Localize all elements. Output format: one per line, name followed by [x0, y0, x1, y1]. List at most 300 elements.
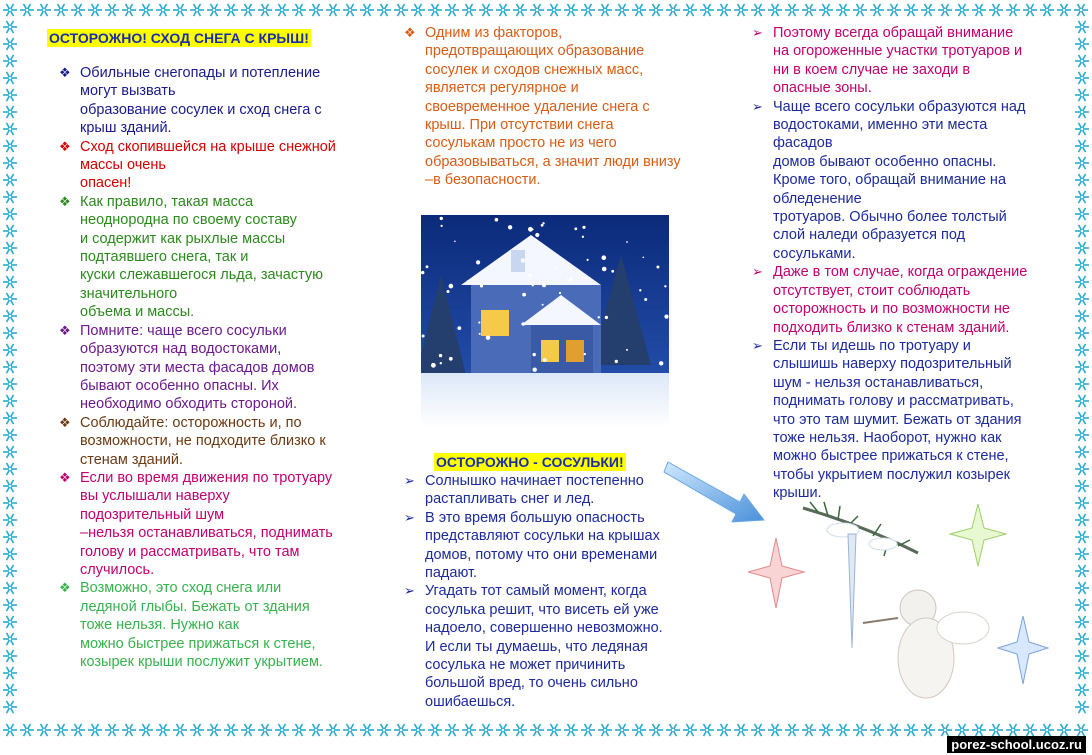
snowflake-icon: [3, 531, 17, 543]
snowflake-icon: [3, 395, 17, 407]
text-line: объема и массы.: [80, 304, 195, 321]
text-line: отсутствует, стоит соблюдать: [773, 282, 971, 299]
snowflake-icon: [904, 4, 918, 16]
snowflake-icon: [768, 4, 782, 16]
snowflake-icon: [258, 724, 272, 736]
text-line: домов бывают особенно опасны.: [773, 153, 997, 170]
snowflake-icon: [411, 724, 425, 736]
snowflake-icon: [700, 724, 714, 736]
snowflake-icon: [666, 724, 680, 736]
snowflake-icon: [530, 724, 544, 736]
snowflake-icon: [3, 310, 17, 322]
snowflake-icon: [632, 724, 646, 736]
diamond-bullet-icon: ❖: [59, 322, 71, 338]
snowflake-icon: [1075, 72, 1089, 84]
snowflake-icon: [3, 106, 17, 118]
text-line: образовываться, а значит люди внизу: [425, 153, 681, 170]
snowflake-icon: [887, 724, 901, 736]
snowflake-icon: [1075, 225, 1089, 237]
title-icicles: ОСТОРОЖНО - СОСУЛЬКИ!: [436, 454, 624, 470]
snowflake-icon: [3, 89, 17, 101]
text-line: фасадов: [773, 135, 833, 152]
text-line: И если ты думаешь, что ледяная: [425, 638, 648, 655]
snowflake-icon: [207, 724, 221, 736]
snowflake-icon: [3, 565, 17, 577]
snowflake-icon: [428, 4, 442, 16]
snowflake-icon: [513, 4, 527, 16]
snowflake-icon: [190, 4, 204, 16]
snowflake-icon: [1074, 724, 1088, 736]
text-line: значительного: [80, 285, 178, 302]
snowflake-icon: [224, 4, 238, 16]
snowflake-icon: [870, 724, 884, 736]
column-middle-top: [400, 24, 720, 190]
snowflake-icon: [20, 724, 34, 736]
text-line: массы очень: [80, 157, 166, 174]
text-line: крыш зданий.: [80, 120, 172, 137]
snowflake-icon: [3, 480, 17, 492]
snowflake-icon: [734, 724, 748, 736]
snowflake-icon: [292, 724, 306, 736]
snowflake-icon: [3, 191, 17, 203]
snowflake-icon: [1075, 55, 1089, 67]
list-item: [400, 24, 720, 190]
arrow-bullet-icon: ➢: [752, 98, 763, 114]
snowflake-icon: [190, 724, 204, 736]
snowflake-icon: [445, 4, 459, 16]
snowflake-icon: [989, 724, 1003, 736]
snowflake-icon: [275, 4, 289, 16]
text-line: Обильные снегопады и потепление: [80, 65, 321, 81]
snowflake-icon: [836, 4, 850, 16]
snowflake-icon: [1075, 242, 1089, 254]
text-line: ни в коем случае не заходи в: [773, 61, 971, 78]
text-line: можно быстрее прижаться к стене,: [773, 448, 1009, 465]
snowflake-icon: [3, 378, 17, 390]
snowflake-icon: [88, 724, 102, 736]
snowflake-icon: [564, 4, 578, 16]
text-line: на огороженные участки тротуаров и: [773, 43, 1023, 60]
snowflake-icon: [700, 4, 714, 16]
snowflake-icon: [3, 242, 17, 254]
snowflake-icon: [3, 276, 17, 288]
snowflake-icon: [802, 4, 816, 16]
text-line: козырек крыши послужит укрытием.: [80, 654, 323, 670]
text-line: Даже в том случае, когда ограждение: [773, 264, 1028, 281]
snowflake-icon: [3, 412, 17, 424]
diamond-bullet-icon: ❖: [59, 414, 71, 430]
text-line: крыши.: [773, 485, 822, 502]
snowflake-icon: [3, 429, 17, 441]
text-line: своевременное удаление снега с: [425, 98, 650, 115]
snowflake-icon: [734, 4, 748, 16]
snowflake-icon: [258, 4, 272, 16]
diamond-bullet-icon: ❖: [404, 25, 416, 40]
snowflake-icon: [1075, 140, 1089, 152]
diamond-bullet-icon: ❖: [59, 138, 71, 154]
snowflake-icon: [802, 724, 816, 736]
snowflake-icon: [955, 724, 969, 736]
text-line: вы услышали наверху: [80, 488, 230, 505]
text-line: крыш. При отсутствии снега: [425, 117, 614, 134]
snowflake-icon: [1023, 4, 1037, 16]
text-line: –нельзя останавливаться, поднимать: [80, 525, 333, 542]
snowflake-icon: [105, 724, 119, 736]
snowflake-icon: [3, 514, 17, 526]
text-line: Как правило, такая масса: [80, 193, 254, 210]
text-line: водостоками, именно эти места: [773, 117, 988, 134]
text-line: шум - нельзя останавливаться,: [773, 374, 984, 391]
snowflake-icon: [462, 724, 476, 736]
snowflake-icon: [819, 4, 833, 16]
text-line: неоднородна по своему составу: [80, 212, 297, 229]
arrow-bullet-icon: ➢: [404, 473, 415, 488]
snowflake-icon: [1075, 293, 1089, 305]
snowflake-icon: [1075, 344, 1089, 356]
snowflake-icon: [207, 4, 221, 16]
text-line: тоже нельзя. Нужно как: [80, 617, 240, 634]
snowflake-icon: [479, 724, 493, 736]
snowflake-icon: [3, 701, 17, 713]
snowflake-icon: [3, 293, 17, 305]
text-line: –в безопасности.: [425, 172, 541, 189]
snowflake-icon: [615, 4, 629, 16]
snowflake-icon: [479, 4, 493, 16]
list-right: [748, 24, 1073, 503]
diamond-bullet-icon: ❖: [59, 193, 71, 209]
snow-fairy-picture: [748, 498, 1078, 720]
text-line: слой наледи образуется под: [773, 227, 966, 244]
snowflake-icon: [1023, 724, 1037, 736]
snowflake-icon: [360, 724, 374, 736]
text-line: ледяной глыбы. Бежать от здания: [80, 598, 310, 615]
snowflake-icon: [972, 4, 986, 16]
snowflake-icon: [1075, 191, 1089, 203]
snowflake-icon: [1075, 123, 1089, 135]
snowflake-icon: [717, 4, 731, 16]
column-right: [748, 24, 1073, 503]
snowflake-icon: [1075, 361, 1089, 373]
watermark: porez-school.ucoz.ru: [947, 736, 1086, 753]
text-line: слышишь наверху подозрительный: [773, 356, 1012, 373]
snowflake-icon: [3, 72, 17, 84]
snowflake-icon: [88, 4, 102, 16]
arrow-bullet-icon: ➢: [752, 25, 763, 40]
snowflake-icon: [921, 4, 935, 16]
text-line: образование сосулек и сход снега с: [80, 101, 322, 118]
title-snow-fall: ОСТОРОЖНО! СХОД СНЕГА С КРЫШ!: [49, 30, 309, 46]
text-line: и содержит как рыхлые массы: [80, 230, 286, 247]
snowflake-icon: [751, 724, 765, 736]
text-line: представляют сосульки на крышах: [425, 528, 660, 545]
snowflake-icon: [3, 724, 17, 736]
snowflake-icon: [343, 4, 357, 16]
snowflake-icon: [3, 327, 17, 339]
snowflake-icon: [1075, 276, 1089, 288]
snowflake-icon: [1075, 480, 1089, 492]
snowflake-icon: [3, 616, 17, 628]
diamond-bullet-icon: ❖: [59, 469, 71, 485]
text-line: сосульками.: [773, 245, 856, 262]
snowflake-icon: [173, 724, 187, 736]
snowflake-icon: [37, 4, 51, 16]
snowflake-icon: [513, 724, 527, 736]
snowflake-icon: [3, 344, 17, 356]
snowflake-icon: [1075, 463, 1089, 475]
snowflake-icon: [3, 684, 17, 696]
snowflake-icon: [3, 55, 17, 67]
snowflake-icon: [3, 225, 17, 237]
list-item: [748, 98, 1073, 264]
snowflake-icon: [241, 724, 255, 736]
snowflake-icon: [3, 157, 17, 169]
text-line: тротуаров. Обычно более толстый: [773, 209, 1007, 226]
snowflake-icon: [3, 259, 17, 271]
text-line: является регулярное и: [425, 80, 579, 97]
list-item: [55, 193, 390, 322]
snowflake-icon: [3, 38, 17, 50]
text-line: обледенение: [773, 190, 862, 207]
snowflake-icon: [598, 724, 612, 736]
snowflake-icon: [122, 4, 136, 16]
snowflake-icon: [1040, 4, 1054, 16]
snowflake-icon: [598, 4, 612, 16]
snowflake-icon: [105, 4, 119, 16]
text-line: случилось.: [80, 561, 155, 578]
snowflake-icon: [3, 599, 17, 611]
snowflake-icon: [139, 724, 153, 736]
snowflake-icon: [394, 724, 408, 736]
text-line: можно быстрее прижаться к стене,: [80, 635, 316, 652]
text-line: Сход скопившейся на крыше снежной: [80, 138, 336, 155]
text-line: поднимать голову и рассматривать,: [773, 393, 1014, 410]
text-line: Если во время движения по тротуару: [80, 469, 333, 486]
snowflake-icon: [394, 4, 408, 16]
snowflake-icon: [3, 361, 17, 373]
text-line: поэтому эти места фасадов домов: [80, 359, 315, 376]
snowflake-icon: [853, 4, 867, 16]
snowflake-icon: [173, 4, 187, 16]
snowflake-icon: [3, 140, 17, 152]
snowflake-icon: [989, 4, 1003, 16]
text-line: Соблюдайте: осторожность и, по: [80, 414, 302, 431]
snowflake-icon: [751, 4, 765, 16]
snowflake-icon: [768, 724, 782, 736]
snowflake-icon: [3, 446, 17, 458]
arrow-bullet-icon: ➢: [404, 509, 415, 525]
text-line: В это время большую опасность: [425, 509, 645, 526]
snowflake-icon: [326, 4, 340, 16]
snowflake-icon: [632, 4, 646, 16]
text-line: Поэтому всегда обращай внимание: [773, 25, 1014, 41]
list-item: [55, 64, 390, 138]
snowflake-icon: [870, 4, 884, 16]
text-line: осторожность и по возможности не: [773, 301, 1010, 318]
text-line: опасные зоны.: [773, 80, 872, 97]
snowflake-icon: [547, 724, 561, 736]
snowflake-icon: [20, 4, 34, 16]
text-line: опасен!: [80, 175, 132, 192]
snowflake-icon: [1075, 89, 1089, 101]
snowflake-icon: [3, 123, 17, 135]
snowflake-icon: [1040, 724, 1054, 736]
snowflake-icon: [275, 724, 289, 736]
snowflake-icon: [3, 582, 17, 594]
snowflake-icon: [1006, 724, 1020, 736]
text-line: необходимо обходить стороной.: [80, 396, 298, 413]
snowflake-icon: [3, 650, 17, 662]
snowflake-icon: [666, 4, 680, 16]
snowflake-icon: [1075, 38, 1089, 50]
arrow-bullet-icon: ➢: [752, 264, 763, 280]
snowflake-icon: [377, 4, 391, 16]
snowflake-icon: [122, 724, 136, 736]
list-item: [55, 322, 390, 414]
snowflake-icon: [683, 4, 697, 16]
snowflake-icon: [887, 4, 901, 16]
text-line: предотвращающих образование: [425, 43, 645, 60]
text-line: что это там шумит. Бежать от здания: [773, 411, 1022, 428]
text-line: Чаще всего сосульки образуются над: [773, 98, 1026, 115]
diamond-bullet-icon: ❖: [59, 65, 71, 80]
snowflake-icon: [360, 4, 374, 16]
list-middle-top: [400, 24, 720, 190]
snowflake-icon: [615, 724, 629, 736]
snowflake-icon: [326, 724, 340, 736]
snowflake-icon: [972, 724, 986, 736]
list-item: [748, 337, 1073, 503]
snowflake-icon: [309, 724, 323, 736]
snowflake-icon: [496, 4, 510, 16]
column-left: [55, 64, 390, 671]
text-line: голову и рассматривать, что там: [80, 543, 300, 560]
snowflake-icon: [3, 633, 17, 645]
snowflake-icon: [71, 4, 85, 16]
snowflake-icon: [1075, 327, 1089, 339]
text-line: Кроме того, обращай внимание на: [773, 172, 1007, 189]
snowflake-icon: [581, 4, 595, 16]
text-line: сосулькам просто не из чего: [425, 135, 617, 152]
snowflake-icon: [819, 724, 833, 736]
snowflake-icon: [462, 4, 476, 16]
text-line: растапливать снег и лед.: [425, 491, 595, 508]
text-line: стенам зданий.: [80, 451, 183, 468]
snowflake-icon: [1074, 4, 1088, 16]
snowflake-icon: [1006, 4, 1020, 16]
list-item: [55, 469, 390, 579]
snowflake-icon: [3, 497, 17, 509]
arrow-bullet-icon: ➢: [404, 583, 415, 599]
winter-house-picture: [421, 215, 669, 428]
text-line: подозрительный шум: [80, 506, 225, 523]
text-line: Угадать тот самый момент, когда: [425, 583, 647, 600]
snowflake-icon: [292, 4, 306, 16]
snowflake-icon: [71, 724, 85, 736]
snowflake-icon: [3, 4, 17, 16]
text-line: подтаявшего снега, так и: [80, 249, 249, 266]
text-line: Если ты идешь по тротуару и: [773, 337, 971, 354]
snowflake-icon: [3, 463, 17, 475]
snowflake-icon: [139, 4, 153, 16]
snowflake-icon: [1075, 412, 1089, 424]
text-line: падают.: [425, 565, 478, 582]
snowflake-icon: [530, 4, 544, 16]
snowflake-icon: [564, 724, 578, 736]
snowflake-icon: [1057, 724, 1071, 736]
text-line: сосулька решит, что висеть ей уже: [425, 601, 659, 618]
snowflake-icon: [683, 724, 697, 736]
text-line: бывают особенно опасны. Их: [80, 377, 279, 394]
snowflake-icon: [3, 174, 17, 186]
text-line: могут вызвать: [80, 83, 176, 100]
snowflake-icon: [1075, 429, 1089, 441]
snowflake-icon: [1075, 446, 1089, 458]
snowflake-icon: [411, 4, 425, 16]
snowflake-icon: [921, 724, 935, 736]
snowflake-icon: [785, 724, 799, 736]
snowflake-icon: [3, 21, 17, 33]
snowflake-icon: [54, 724, 68, 736]
list-item: [55, 579, 390, 671]
snowflake-icon: [241, 4, 255, 16]
text-line: подходить близко к стенам зданий.: [773, 319, 1010, 336]
snowflake-icon: [581, 724, 595, 736]
snowflake-icon: [3, 548, 17, 560]
text-line: чтобы укрытием послужил козырек: [773, 466, 1011, 483]
text-line: Возможно, это сход снега или: [80, 580, 282, 597]
snowflake-icon: [1075, 157, 1089, 169]
list-item: [748, 263, 1073, 337]
snowflake-icon: [3, 208, 17, 220]
snowflake-icon: [37, 724, 51, 736]
text-line: куски слежавшегося льда, зачастую: [80, 267, 324, 284]
text-line: домов, потому что они временами: [425, 546, 658, 563]
snowflake-icon: [343, 724, 357, 736]
list-item: [748, 24, 1073, 98]
text-line: сосулек и сходов снежных масс,: [425, 61, 644, 78]
text-line: тоже нельзя. Наоборот, нужно как: [773, 429, 1002, 446]
snowflake-icon: [1075, 21, 1089, 33]
list-item: [400, 582, 720, 711]
snowflake-icon: [547, 4, 561, 16]
snowflake-icon: [785, 4, 799, 16]
snowflake-icon: [1075, 378, 1089, 390]
snowflake-icon: [377, 724, 391, 736]
text-line: Помните: чаще всего сосульки: [80, 322, 287, 339]
snowflake-icon: [1075, 174, 1089, 186]
snowflake-icon: [1075, 395, 1089, 407]
list-item: [55, 138, 390, 193]
snowflake-icon: [717, 724, 731, 736]
arrow-bullet-icon: ➢: [752, 337, 763, 353]
snowflake-icon: [649, 4, 663, 16]
text-line: большой вред, то очень сильно: [425, 675, 638, 692]
snowflake-icon: [904, 724, 918, 736]
snowflake-icon: [836, 724, 850, 736]
snowflake-icon: [955, 4, 969, 16]
snowflake-icon: [1075, 259, 1089, 271]
snowflake-icon: [156, 4, 170, 16]
list-left: [55, 64, 390, 671]
snowflake-icon: [1075, 208, 1089, 220]
text-line: ошибаешься.: [425, 693, 516, 710]
text-line: возможности, не подходите близко к: [80, 433, 326, 450]
snowflake-icon: [3, 667, 17, 679]
snowflake-icon: [156, 724, 170, 736]
snowflake-icon: [938, 724, 952, 736]
snowflake-icon: [428, 724, 442, 736]
snowflake-icon: [1075, 106, 1089, 118]
